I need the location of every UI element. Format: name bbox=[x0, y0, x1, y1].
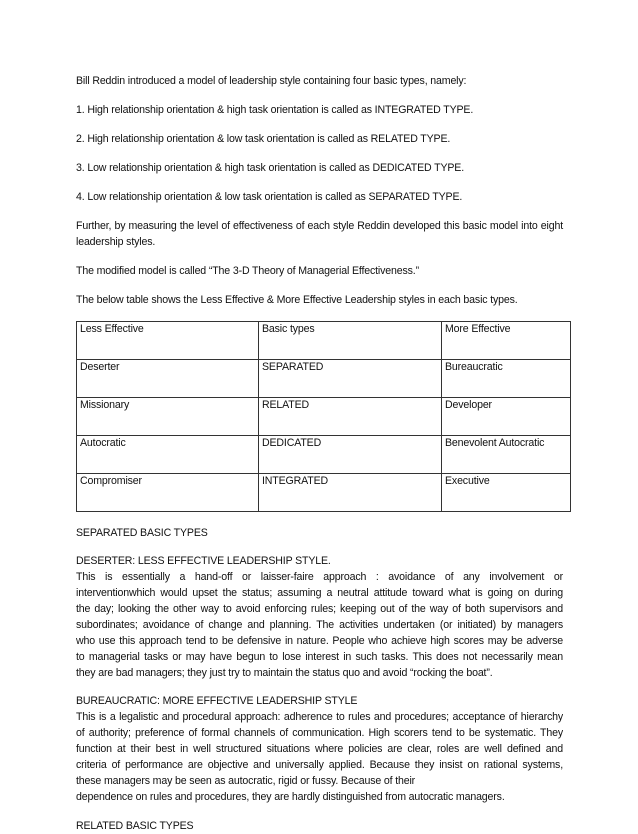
table-cell: DEDICATED bbox=[259, 436, 442, 474]
table-cell: Benevolent Autocratic bbox=[442, 436, 571, 474]
table-header-cell: Less Effective bbox=[77, 322, 259, 360]
bureaucratic-line: of authority; preference of formal channels of communication. High scorers tend to be systematic. They bbox=[76, 727, 563, 739]
modified-model-paragraph: The modified model is called “The 3-D Theory of Managerial Effectiveness.” bbox=[76, 265, 419, 277]
intro-paragraph: Bill Reddin introduced a model of leadership style containing four basic types, namely: bbox=[76, 75, 467, 87]
type-item: 3. Low relationship orientation & high task orientation is called as DEDICATED TYPE. bbox=[76, 162, 465, 174]
deserter-line: to managerial tasks or may have begun to lose interest in such tasks. This does not necessarily mean bbox=[76, 651, 563, 663]
type-item: 4. Low relationship orientation & low task orientation is called as SEPARATED TYPE. bbox=[76, 191, 463, 203]
related-heading: RELATED BASIC TYPES bbox=[76, 820, 194, 832]
table-intro-paragraph: The below table shows the Less Effective & More Effective Leadership styles in each basic types. bbox=[76, 294, 518, 306]
table-cell: Missionary bbox=[77, 398, 259, 436]
deserter-line: who use this approach tend to be defensive in nature. People who achieve high scores may be adverse bbox=[76, 635, 563, 647]
deserter-title: DESERTER: LESS EFFECTIVE LEADERSHIP STYLE. bbox=[76, 555, 331, 567]
table-cell: Deserter bbox=[77, 360, 259, 398]
deserter-line: This is essentially a hand-off or laisser-faire approach : avoidance of any involvement or bbox=[76, 571, 563, 583]
table-cell: Executive bbox=[442, 474, 571, 512]
deserter-line: the day; looking the other way to avoid enforcing rules; keeping out of the way of both supervisors and bbox=[76, 603, 563, 615]
table-cell: SEPARATED bbox=[259, 360, 442, 398]
table-header-row bbox=[77, 322, 571, 360]
table-cell: Compromiser bbox=[77, 474, 259, 512]
type-item: 1. High relationship orientation & high task orientation is called as INTEGRATED TYPE. bbox=[76, 104, 474, 116]
table-cell: Bureaucratic bbox=[442, 360, 571, 398]
bureaucratic-line: criteria of performance are objective and universally applied. Because they insist on rational systems, bbox=[76, 759, 563, 771]
separated-heading: SEPARATED BASIC TYPES bbox=[76, 527, 208, 539]
deserter-section bbox=[76, 553, 563, 681]
table-row bbox=[77, 398, 571, 436]
deserter-line: they are bad managers; they just try to maintain the status quo and avoid “rocking the boat”. bbox=[76, 667, 493, 679]
table-header-cell: More Effective bbox=[442, 322, 571, 360]
leadership-styles-table bbox=[76, 321, 571, 512]
table-cell: RELATED bbox=[259, 398, 442, 436]
table-row bbox=[77, 360, 571, 398]
table-cell: Developer bbox=[442, 398, 571, 436]
type-item: 2. High relationship orientation & low task orientation is called as RELATED TYPE. bbox=[76, 133, 451, 145]
bureaucratic-title: BUREAUCRATIC: MORE EFFECTIVE LEADERSHIP STYLE bbox=[76, 695, 358, 707]
deserter-line: subordinates; avoidance of change and planning. The activities undertaken (or initiated) by managers bbox=[76, 619, 563, 631]
document-body bbox=[76, 73, 563, 834]
table-header-cell: Basic types bbox=[259, 322, 442, 360]
table-row bbox=[77, 436, 571, 474]
further-paragraph: Further, by measuring the level of effectiveness of each style Reddin developed this basic model into eight leadership styles. bbox=[76, 220, 563, 248]
table-row bbox=[77, 474, 571, 512]
bureaucratic-line: dependence on rules and procedures, they are hardly distinguished from autocratic managers. bbox=[76, 791, 505, 803]
bureaucratic-line: function at their best in well structured situations where policies are clear, roles are well defined and bbox=[76, 743, 563, 755]
deserter-line: interventionwhich would upset the status; assuming a neutral attitude toward what is going on during bbox=[76, 587, 563, 599]
bureaucratic-section bbox=[76, 693, 563, 805]
bureaucratic-line: This is a legalistic and procedural approach: adherence to rules and procedures; acceptance of hierarchy bbox=[76, 711, 563, 723]
bureaucratic-line: these managers may be seen as autocratic, rigid or fussy. Because of their bbox=[76, 775, 416, 787]
table-cell: INTEGRATED bbox=[259, 474, 442, 512]
table-cell: Autocratic bbox=[77, 436, 259, 474]
